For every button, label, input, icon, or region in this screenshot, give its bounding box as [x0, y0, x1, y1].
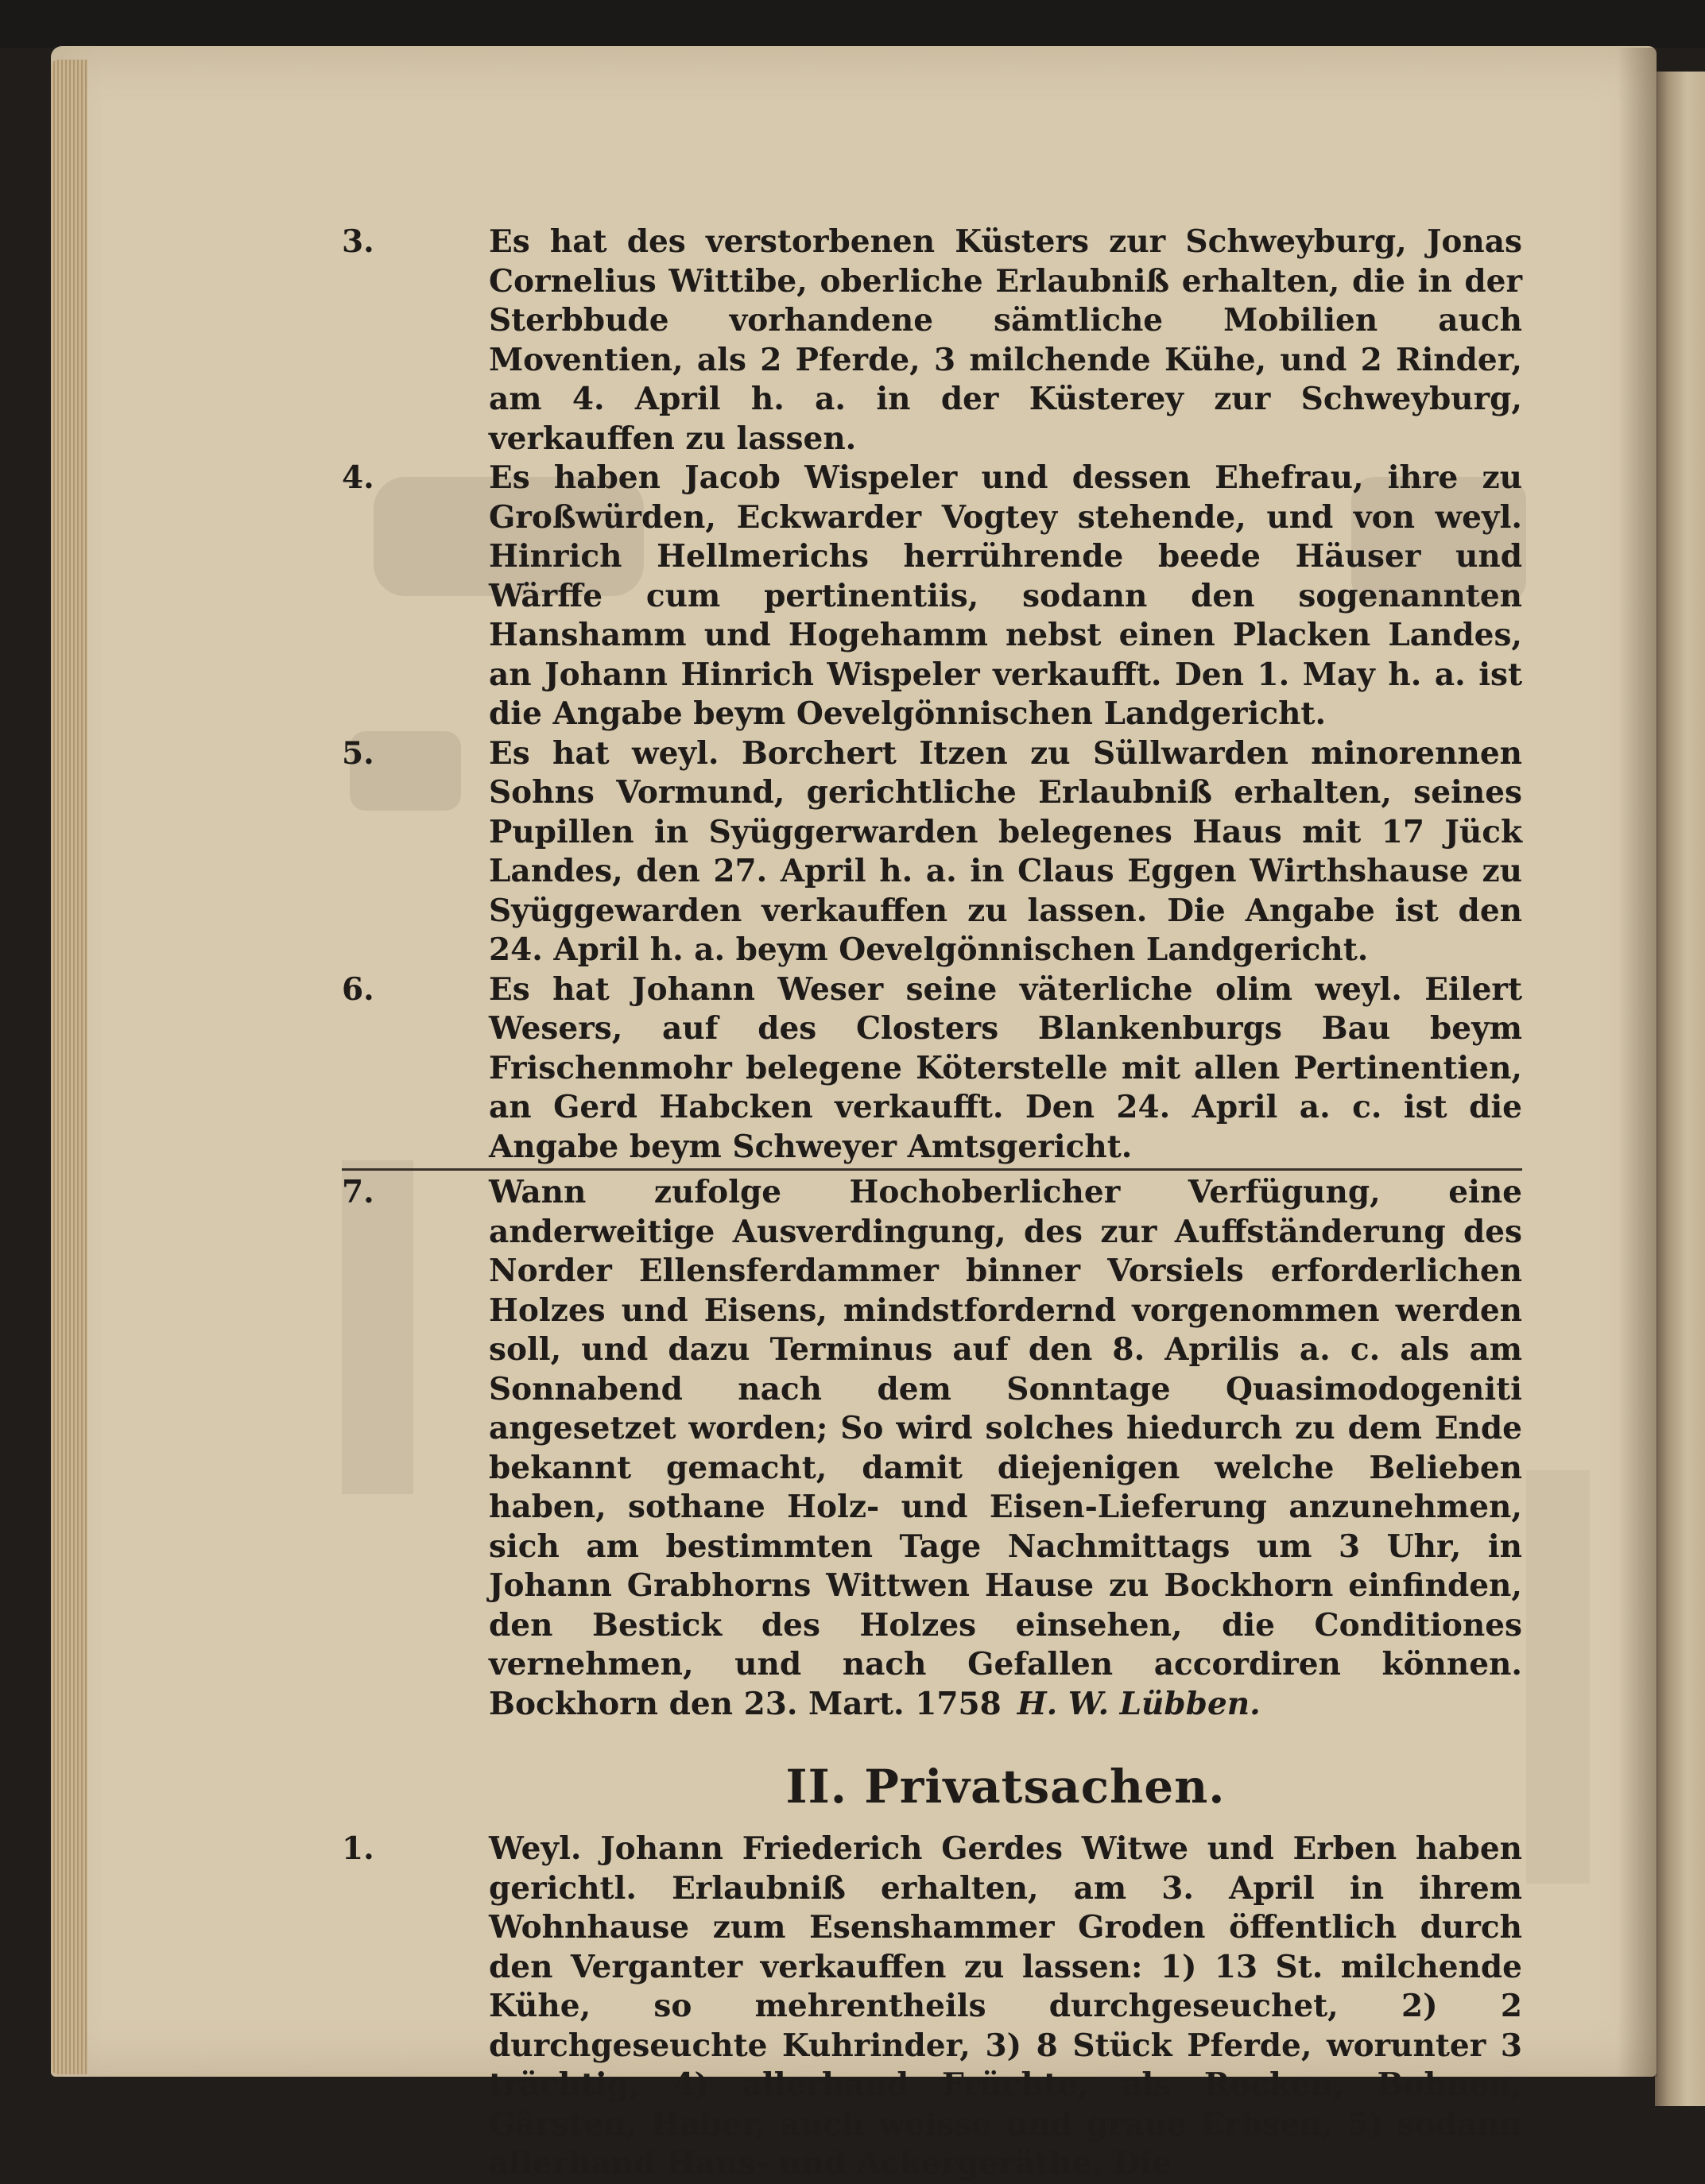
notice-entry: [342, 734, 1522, 970]
entry-divider: [342, 1168, 1522, 1171]
notice-entry: [342, 970, 1522, 1168]
bleed-through-mark: [1526, 1470, 1590, 1884]
gutter-shadow: [1618, 48, 1657, 2077]
page-text: [342, 223, 1522, 2184]
notice-entry: [342, 1173, 1522, 1724]
entry-text: Es hat Johann Weser seine väterliche olim weyl. Eilert Wesers, auf des Closters Blankenburgs Bau beym Frischenmohr belegene Köterstelle mit allen Pertinentien, an Gerd Habcken verkaufft. Den 24. April a. c. ist die Angabe beym Schweyer Amtsgericht.: [489, 970, 1522, 1165]
notice-entry: [342, 459, 1522, 734]
scan-background: [0, 0, 1705, 48]
entry-text: Es hat des verstorbenen Küsters zur Schweyburg, Jonas Cornelius Wittibe, oberliche Erlaubniß erhalten, die in der Sterbbude vorhandene sämtliche Mobilien auch Moventien, als 2 Pferde, 3 milchende Kühe, und 2 Rinder, am 4. April h. a. in der Küsterey zur Schweyburg, verkauffen zu lassen.: [489, 223, 1522, 457]
entry-number: 5.: [342, 734, 374, 772]
entry-text: Weyl. Johann Friederich Gerdes Witwe und Erben haben gerichtl. Erlaubniß erhalten, am 3. April in ihrem Wohnhause zum Esenshammer Groden öffentlich durch den Verganter verkauffen zu lassen: 1) 13 St. milchende Kühe, so mehrentheils durchgeseuchet, 2) 2 durchgeseuchte Kuhrinder, 3) 8 Stück Pferde, worunter 3 trächtig, 4) allerhand Früchte, als Rocken, Bohnen, Gärsten, Haber, auch weisse und graue Erbsen, 5) sodann allerhand Haus- und Ackergeräthe. Die: [489, 1830, 1522, 2182]
entry-text: Es hat weyl. Borchert Itzen zu Süllwarden minorennen Sohns Vormund, gerichtliche Erlaubniß erhalten, seines Pupillen in Syüggerwarden belegenes Haus mit 17 Jück Landes, den 27. April h. a. in Claus Eggen Wirthshause zu Syüggewarden verkauffen zu lassen. Die Angabe ist den 24. April h. a. beym Oevelgönnischen Landgericht.: [489, 734, 1522, 968]
entry-number: 7.: [342, 1174, 374, 1210]
section-heading: II. Privatsachen.: [785, 1760, 1226, 1814]
notice-entry: [342, 223, 1522, 459]
entry-text: [489, 1173, 1522, 1724]
entry-text-main: Wann zufolge Hochoberlicher Verfügung, eine anderweitige Ausverdingung, des zur Auffständerung des Norder Ellensferdammer binner Vorsiels erforderlichen Holzes und Eisens, mindstfordernd vorgenommen werden soll, und dazu Terminus auf den 8. Aprilis a. c. als am Sonnabend nach dem Sonntage Quasimodogeniti angesetzet worden; So wird solches hiedurch zu dem Ende bekannt gemacht, damit diejenigen welche Belieben haben, sothane Holz- und Eisen-Lieferung anzunehmen, sich am bestimmten Tage Nachmittags um 3 Uhr, in Johann Grabhorns Wittwen Hause zu Bockhorn einfinden, den Bestick des Holzes einsehen, die Conditiones vernehmen, und nach Gefallen accordiren können. Bockhorn den 23. Mart. 1758: [489, 1174, 1522, 1722]
notice-entry: [342, 1830, 1522, 2184]
entry-number: 1.: [342, 1830, 374, 1867]
signature: H. W. Lübben.: [1017, 1685, 1261, 1722]
page-block-edge: [51, 60, 87, 2074]
entry-number: 4.: [342, 459, 374, 496]
entry-number: 6.: [342, 970, 374, 1008]
entry-text: Es haben Jacob Wispeler und dessen Ehefrau, ihre zu Großwürden, Eckwarder Vogtey stehende, und von weyl. Hinrich Hellmerichs herrührende beede Häuser und Wärffe cum pertinentiis, sodann den sogenannten Hanshamm und Hogehamm nebst einen Placken Landes, an Johann Hinrich Wispeler verkaufft. Den 1. May h. a. ist die Angabe beym Oevelgönnischen Landgericht.: [489, 459, 1522, 732]
facing-page-edge: [1655, 72, 1705, 2106]
entry-number: 3.: [342, 223, 374, 260]
